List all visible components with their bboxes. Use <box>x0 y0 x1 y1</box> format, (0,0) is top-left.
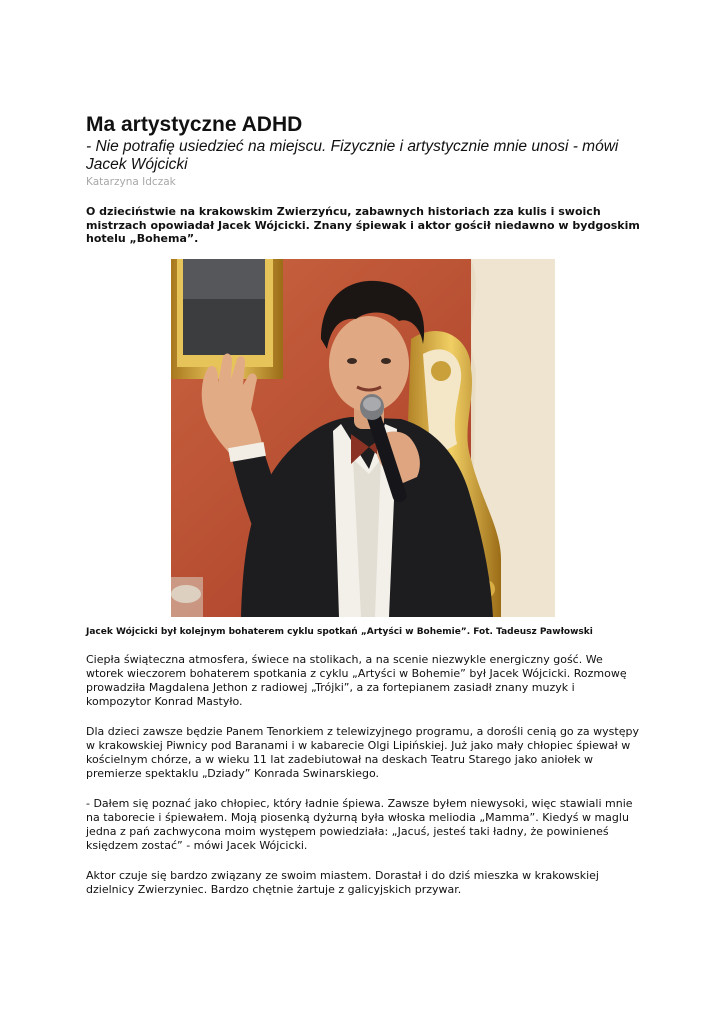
article-title: Ma artystyczne ADHD <box>86 113 303 136</box>
article-author: Katarzyna Idczak <box>86 176 176 188</box>
article-subtitle: - Nie potrafię usiedzieć na miejscu. Fizycznie i artystycznie mnie unosi - mówi Jacek Wójcicki <box>86 138 619 173</box>
photo-caption: Jacek Wójcicki był kolejnym bohaterem cyklu spotkań „Artyści w Bohemie”. Fot. Tadeusz Pawłowski <box>86 626 593 637</box>
article-paragraph: Aktor czuje się bardzo związany ze swoim miastem. Dorastał i do dziś mieszka w krakowskiej dzielnicy Zwierzyniec. Bardzo chętnie żartuje z galicyjskich przywar. <box>86 868 599 896</box>
article-photo <box>171 259 555 617</box>
article-paragraph: Dla dzieci zawsze będzie Panem Tenorkiem z telewizyjnego programu, a dorośli cenią go za występy w krakowskiej Piwnicy pod Baranami i w kabarecie Olgi Lipińskiej. Już jako mały chłopiec śpiewał w kościelnym chórze, a w wieku 11 lat zadebiutował na deskach Teatru Starego jako aniołek w premierze spektaklu „Dziady” Konrada Swinarskiego. <box>86 724 639 780</box>
article-paragraph: - Dałem się poznać jako chłopiec, który ładnie śpiewa. Zawsze byłem niewysoki, więc stawiali mnie na taborecie i śpiewałem. Moją piosenką dyżurną była włoska meliodia „Mamma”. Kiedyś w maglu jedna z pań zachwycona moim występem powiedziała: „Jacuś, jesteś taki ładny, że powinieneś księdzem zostać” - mówi Jacek Wójcicki. <box>86 796 633 852</box>
article <box>86 113 642 897</box>
article-lead: O dzieciństwie na krakowskim Zwierzyńcu, zabawnych historiach zza kulis i swoich mistrzach opowiadał Jacek Wójcicki. Znany śpiewak i aktor gościł niedawno w bydgoskim hotelu „Bohema”. <box>86 205 640 245</box>
article-paragraph: Ciepła świąteczna atmosfera, świece na stolikach, a na scenie niezwykle energiczny gość. We wtorek wieczorem bohaterem spotkania z cyklu „Artyści w Bohemie” był Jacek Wójcicki. Rozmowę prowadziła Magdalena Jethon z radiowej „Trójki”, a za fortepianem zasiadł znany muzyk i kompozytor Konrad Mastyło. <box>86 652 627 708</box>
